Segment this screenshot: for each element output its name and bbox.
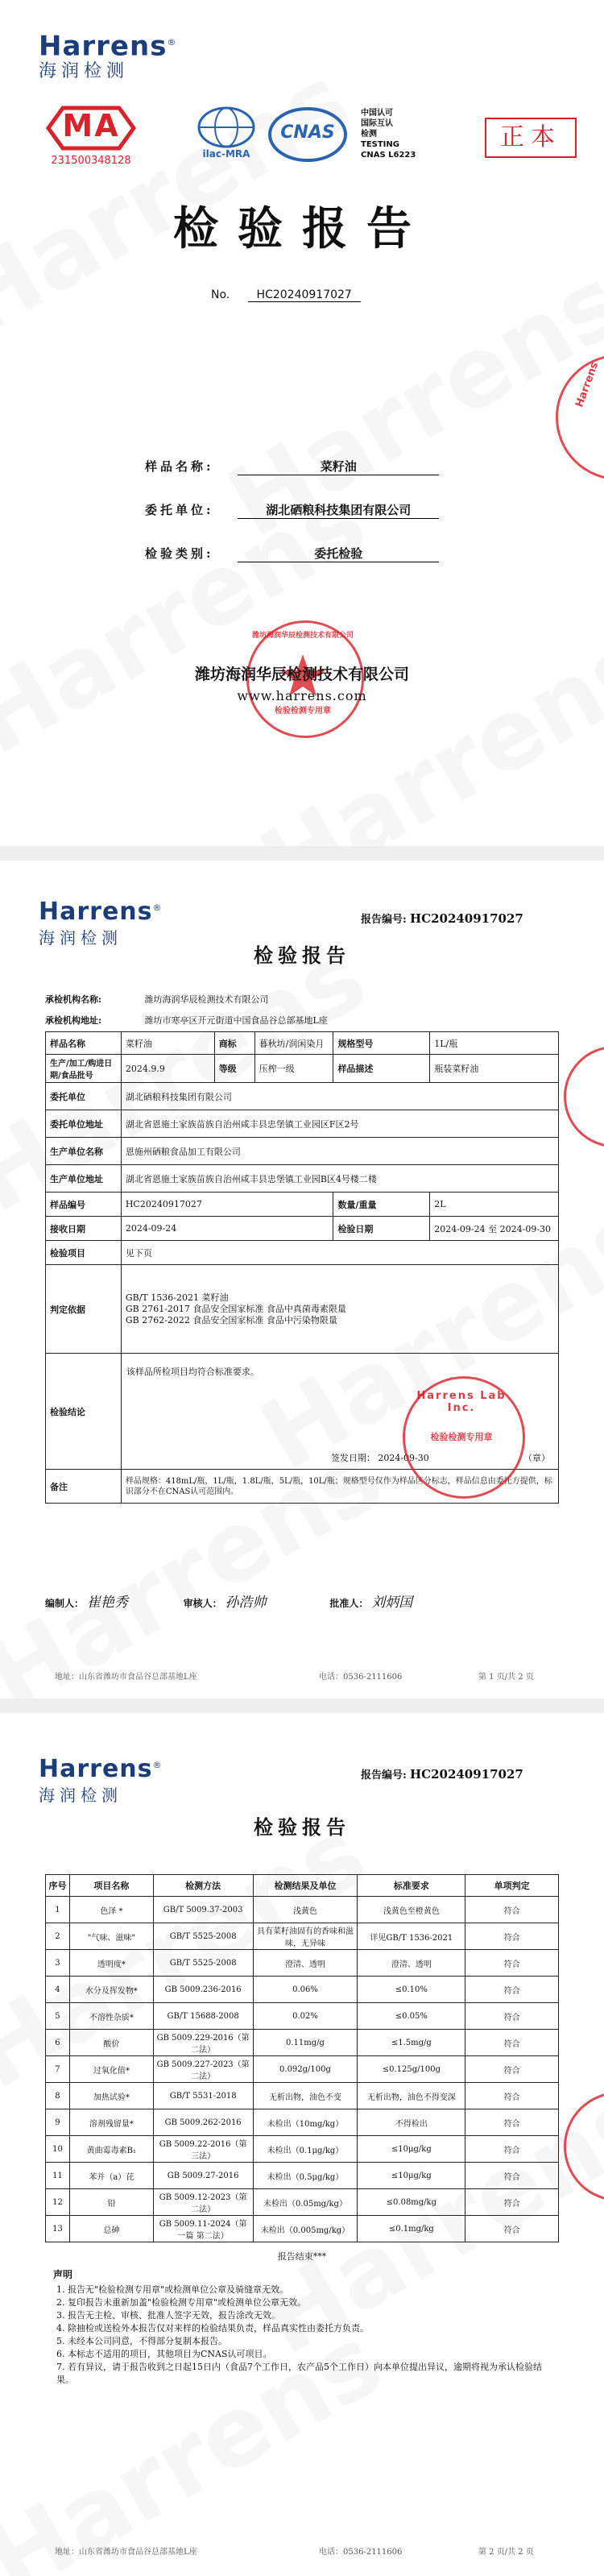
declaration-item: 4. 除抽检或送检外本报告仅对来样的检验结果负责，样品真实性由委托方负责。 (56, 2323, 369, 2333)
test-method: GB 5009.12-2023（第二法） (153, 2189, 253, 2216)
cnas-line: 中国认可 (361, 109, 393, 118)
cma-text: MA (62, 108, 120, 143)
desc: 瓶装菜籽油 (430, 1055, 559, 1083)
seal-center-text: 检验检测专用章 (275, 707, 331, 716)
report-page-1 (0, 861, 604, 1699)
item-name: 色泽 * (69, 1897, 153, 1923)
row-index: 9 (46, 2109, 70, 2136)
row-index: 13 (46, 2216, 70, 2242)
declaration-item: 5. 未经本公司同意，不得部分复制本报告。 (56, 2336, 227, 2346)
trademark-label: 商标 (214, 1032, 254, 1055)
basis-cell (121, 1265, 558, 1354)
cnas-info (361, 108, 416, 160)
basis-item: GB/T 1536-2021 菜籽油 (125, 1292, 229, 1303)
report-no-label: 报告编号: (361, 914, 407, 926)
client: 湖北硒粮科技集团有限公司 (121, 1083, 558, 1110)
test-result: 未检出（10mg/kg） (253, 2109, 358, 2136)
lab-name-row (45, 993, 269, 1006)
test-method: GB/T 5525-2008 (153, 1923, 253, 1950)
prod-date-label: 生产/加工/购进日期/食品批号 (46, 1055, 122, 1083)
qty: 2L (430, 1193, 559, 1217)
verdict: 符合 (465, 2056, 559, 2083)
field-label: 检验类别: (145, 546, 214, 561)
declaration-item: 7. 若有异议，请于报告收到之日起15日内（食品7个工作日，农产品5个工作日）向本单位提出异议，逾期将视为承认检验结果。 (56, 2362, 542, 2385)
cma-logo (39, 103, 143, 168)
page-title: 检验报告 (254, 1815, 350, 1839)
approver-label: 批准人： (329, 1598, 369, 1609)
editor-signature: 崔艳秀 (86, 1595, 128, 1611)
field-value: 菜籽油 (238, 458, 439, 475)
test-result: 浅黄色 (253, 1897, 358, 1923)
footer-page: 第 1 页/共 2 页 (478, 1673, 534, 1682)
row-index: 3 (46, 1950, 70, 1977)
item-name: 水分及挥发物* (69, 1977, 153, 2003)
test-method: GB 5009.227-2023（第二法） (153, 2056, 253, 2083)
test-result: 未检出（0.1μg/kg） (253, 2136, 358, 2163)
table-row (46, 2216, 559, 2242)
test-method: GB 5009.262-2016 (153, 2109, 253, 2136)
report-no-row (211, 288, 361, 302)
recv-date: 2024-09-24 (121, 1217, 333, 1241)
basis-item: GB 2761-2017 食品安全国家标准 食品中真菌毒素限量 (125, 1303, 346, 1314)
test-method: GB/T 5531-2018 (153, 2083, 253, 2109)
lab-addr-label: 承检机构地址: (45, 1015, 102, 1026)
row-index: 12 (46, 2189, 70, 2216)
declaration-list (56, 2284, 556, 2387)
verdict: 符合 (465, 1923, 559, 1950)
item-name: "气味、滋味" (69, 1923, 153, 1950)
cma-number: 231500348128 (51, 155, 131, 167)
cnas-line: 检测 (361, 130, 377, 139)
table-row (46, 2189, 559, 2216)
cnas-line: 国际互认 (361, 119, 393, 128)
issue-date: 2024-09-30 (378, 1453, 429, 1463)
original-mark: 正本 (485, 118, 577, 158)
test-result: 澄清、透明 (253, 1950, 358, 1977)
declaration-item: 3. 报告无主检、审核、批准人签字无效，报告涂改无效。 (56, 2310, 280, 2321)
table-row (46, 1950, 559, 1977)
brand-name-cn: 海润检测 (39, 928, 122, 948)
table-row (46, 1977, 559, 2003)
test-method: GB/T 15688-2008 (153, 2003, 253, 2030)
footer-tel: 电话：0536-2111606 (319, 1673, 403, 1682)
field-label: 样品名称: (145, 459, 214, 474)
report-page-2 (0, 1713, 604, 2576)
report-no: HC20240917027 (409, 911, 523, 926)
results-table (45, 1874, 559, 2242)
test-result: 未检出（0.5μg/kg） (253, 2163, 358, 2189)
test-result: 0.06% (253, 1977, 358, 2003)
row-index: 8 (46, 2083, 70, 2109)
standard-requirement: ≤10μg/kg (358, 2163, 465, 2189)
brand-name: Harrens (39, 898, 153, 926)
row-index: 2 (46, 1923, 70, 1950)
item-name: 酸价 (69, 2030, 153, 2056)
table-row (46, 2163, 559, 2189)
test-result: 0.11mg/g (253, 2030, 358, 2056)
qty-label: 数量/重量 (333, 1193, 430, 1217)
verdict: 符合 (465, 2216, 559, 2242)
signatures (45, 1591, 452, 1611)
conclusion-label: 检验结论 (46, 1354, 122, 1470)
seal-center-text: 检验检测专用章 (430, 1432, 493, 1442)
table-row (46, 2030, 559, 2056)
item-name: 苯并（a）芘 (69, 2163, 153, 2189)
field-value: 委托检验 (238, 545, 439, 562)
desc-label: 样品描述 (333, 1055, 430, 1083)
row-index: 6 (46, 2030, 70, 2056)
reviewer-signature: 孙浩帅 (225, 1595, 267, 1611)
standard-requirement: ≤1.5mg/g (358, 2030, 465, 2056)
issue-label: 签发日期： (330, 1453, 375, 1463)
producer-label: 生产单位名称 (46, 1138, 122, 1165)
cnas-line: CNAS L6223 (361, 151, 416, 160)
conclusion: 该样品所检项目均符合标准要求。 (126, 1367, 259, 1377)
standard-requirement: ≤0.05% (358, 2003, 465, 2030)
brand-logo (39, 1750, 163, 1806)
row-index: 4 (46, 1977, 70, 2003)
verdict: 符合 (465, 2109, 559, 2136)
test-method: GB/T 5009.37-2003 (153, 1897, 253, 1923)
spec-label: 规格型号 (333, 1032, 430, 1055)
item-name: 透明度* (69, 1950, 153, 1977)
reg-mark: ® (167, 37, 177, 48)
brand-name-cn: 海润检测 (39, 1786, 122, 1805)
cover-page (0, 0, 604, 846)
recv-date-label: 接收日期 (46, 1217, 122, 1241)
test-method: GB 5009.11-2024（第一篇 第二法） (153, 2216, 253, 2242)
cover-field-sample (145, 458, 439, 475)
test-method: GB 5009.27-2016 (153, 2163, 253, 2189)
standard-requirement: ≤0.08mg/kg (358, 2189, 465, 2216)
verdict: 符合 (465, 1977, 559, 2003)
col-header: 检测方法 (153, 1875, 253, 1897)
brand-name: Harrens (39, 1755, 153, 1783)
table-row (46, 2056, 559, 2083)
test-date-label: 检验日期 (333, 1217, 430, 1241)
table-row (46, 2136, 559, 2163)
client-label: 委托单位 (46, 1083, 122, 1110)
field-value: 湖北硒粮科技集团有限公司 (238, 501, 439, 519)
approver-signature: 刘炳国 (371, 1595, 413, 1611)
producer-addr-label: 生产单位地址 (46, 1165, 122, 1193)
edge-seal (564, 1046, 604, 1147)
declaration-item: 1. 报告无"检验检测专用章"或检测单位公章及骑缝章无效。 (56, 2284, 289, 2295)
declaration-item: 2. 复印报告未重新加盖"检验检测专用章"或检测单位公章无效。 (56, 2297, 307, 2308)
row-index: 1 (46, 1897, 70, 1923)
verdict: 符合 (465, 1897, 559, 1923)
basis-item: GB 2762-2022 食品安全国家标准 食品中污染物限量 (125, 1314, 337, 1325)
client-addr-label: 委托单位地址 (46, 1110, 122, 1138)
standard-requirement: 澄清、透明 (358, 1950, 465, 1977)
report-no-header (361, 1766, 523, 1782)
website: www.harrens.com (237, 688, 367, 703)
item-name: 总砷 (69, 2216, 153, 2242)
issuing-org: 潍坊海润华辰检测技术有限公司 (194, 666, 409, 683)
standard-requirement: 详见GB/T 1536-2021 (358, 1923, 465, 1950)
table-row (46, 2083, 559, 2109)
table-row (46, 2003, 559, 2030)
seal-ring-text: Harrens Lab Inc. (416, 1390, 507, 1414)
test-result: 0.092g/100g (253, 2056, 358, 2083)
col-header: 标准要求 (358, 1875, 465, 1897)
sample-name-label: 样品名称 (46, 1032, 122, 1055)
cnas-logo (267, 106, 348, 163)
item-name: 加热试验* (69, 2083, 153, 2109)
cnas-line: TESTING (361, 140, 399, 149)
verdict: 符合 (465, 2189, 559, 2216)
row-index: 11 (46, 2163, 70, 2189)
brand-name-cn: 海润检测 (39, 61, 130, 82)
cnas-text: CNAS (280, 122, 335, 143)
seal-ring-text: 潍坊海润华辰检测技术有限公司 (251, 632, 354, 640)
basis-label: 判定依据 (46, 1265, 122, 1354)
standard-requirement: ≤0.1mg/kg (358, 2216, 465, 2242)
item-name: 黄曲霉毒素B₁ (69, 2136, 153, 2163)
footer-address: 地址：山东省潍坊市食品谷总部基地L座 (55, 1673, 197, 1682)
producer-addr: 湖北省恩施土家族苗族自治州咸丰县忠堡镇工业园B区4号楼二楼 (121, 1165, 558, 1193)
brand-name: Harrens (39, 30, 168, 63)
field-label: 委托单位: (145, 503, 214, 517)
cover-field-client (145, 501, 439, 519)
seal-note: （章） (523, 1453, 550, 1463)
item-name: 不溶性杂质* (69, 2003, 153, 2030)
test-method: GB 5009.22-2016（第三法） (153, 2136, 253, 2163)
items-label: 检验项目 (46, 1241, 122, 1265)
footer-tel: 电话：0536-2111606 (319, 2548, 403, 2557)
lab-seal (403, 1376, 525, 1499)
report-no-header (361, 911, 523, 926)
item-name: 过氧化值* (69, 2056, 153, 2083)
standard-requirement: 浅黄色至橙黄色 (358, 1897, 465, 1923)
footer-page: 第 2 页/共 2 页 (478, 2548, 534, 2557)
test-result: 无析出物，油色不变 (253, 2083, 358, 2109)
col-header: 序号 (46, 1875, 70, 1897)
standard-requirement: ≤0.10% (358, 1977, 465, 2003)
reviewer-label: 审核人： (183, 1598, 222, 1609)
items: 见下页 (121, 1241, 558, 1265)
ilac-label: ilac-MRA (202, 148, 250, 160)
standard-requirement: ≤10μg/kg (358, 2136, 465, 2163)
report-no-label: No. (211, 288, 230, 301)
edge-seal-text: Harrens (573, 360, 602, 409)
lab-name: 潍坊海润华辰检测技术有限公司 (144, 994, 269, 1005)
col-header: 项目名称 (69, 1875, 153, 1897)
lab-name-label: 承检机构名称: (45, 994, 102, 1005)
trademark: 暮秋坊/润闲染月 (254, 1032, 333, 1055)
test-method: GB/T 5525-2008 (153, 1950, 253, 1977)
verdict: 符合 (465, 2083, 559, 2109)
verdict: 符合 (465, 2003, 559, 2030)
producer: 恩施州硒粮食品加工有限公司 (121, 1138, 558, 1165)
grade-label: 等级 (214, 1055, 254, 1083)
reg-mark: ® (152, 902, 163, 913)
verdict: 符合 (465, 2136, 559, 2163)
lab-addr: 潍坊市寒亭区开元街道中国食品谷总部基地L座 (144, 1015, 328, 1026)
brand-logo (39, 27, 176, 82)
declaration-item: 6. 本标志不适用的项目，其他项目为CNAS认可项目。 (56, 2349, 272, 2359)
editor-label: 编制人： (45, 1598, 85, 1609)
col-header: 检测结果及单位 (253, 1875, 358, 1897)
item-name: 铅 (69, 2189, 153, 2216)
ilac-logo (190, 106, 263, 163)
standard-requirement: 无析出物，油色不得变深 (358, 2083, 465, 2109)
standard-requirement: ≤0.125g/100g (358, 2056, 465, 2083)
test-result: 未检出（0.05mg/kg） (253, 2189, 358, 2216)
spec: 1L/瓶 (430, 1032, 559, 1055)
col-header: 单项判定 (465, 1875, 559, 1897)
sample-no-label: 样品编号 (46, 1193, 122, 1217)
report-no: HC20240917027 (409, 1767, 523, 1782)
row-index: 5 (46, 2003, 70, 2030)
footer-address: 地址：山东省潍坊市食品谷总部基地L座 (55, 2548, 197, 2557)
test-method: GB 5009.236-2016 (153, 1977, 253, 2003)
verdict: 符合 (465, 2163, 559, 2189)
table-row (46, 1923, 559, 1950)
cover-field-category (145, 545, 439, 562)
item-name: 溶剂残留量* (69, 2109, 153, 2136)
reg-mark: ® (152, 1760, 163, 1770)
verdict: 符合 (465, 2030, 559, 2056)
test-result: 具有菜籽油固有的香味和滋味，无异味 (253, 1923, 358, 1950)
lab-addr-row (45, 1014, 328, 1027)
declaration-title: 声明 (53, 2269, 73, 2280)
report-no-label: 报告编号: (361, 1769, 407, 1782)
standard-requirement: 不得检出 (358, 2109, 465, 2136)
test-date: 2024-09-24 至 2024-09-30 (430, 1217, 559, 1241)
client-addr: 湖北省恩施土家族苗族自治州咸丰县忠堡镇工业园区F区2号 (121, 1110, 558, 1138)
row-index: 7 (46, 2056, 70, 2083)
verdict: 符合 (465, 1950, 559, 1977)
end-note: 报告结束*** (277, 2251, 327, 2262)
prod-date: 2024.9.9 (121, 1055, 214, 1083)
remark: 样品规格：418mL/瓶，1L/瓶，1.8L/瓶，5L/瓶，10L/瓶；规格型号仅作为样品区分标志，样品信息由委托方提供，标识部分不在CNAS认可范围内。 (121, 1470, 558, 1504)
page-title: 检验报告 (254, 944, 350, 967)
remark-label: 备注 (46, 1470, 122, 1504)
row-index: 10 (46, 2136, 70, 2163)
report-no: HC20240917027 (248, 288, 361, 302)
test-result: 未检出（0.005mg/kg） (253, 2216, 358, 2242)
test-result: 0.02% (253, 2003, 358, 2030)
sample-no: HC20240917027 (121, 1193, 333, 1217)
edge-seal (564, 2092, 604, 2201)
cover-title: 检验报告 (173, 202, 431, 255)
table-row (46, 2109, 559, 2136)
sample-name: 菜籽油 (121, 1032, 214, 1055)
test-method: GB 5009.229-2016（第二法） (153, 2030, 253, 2056)
table-row (46, 1897, 559, 1923)
grade: 压榨一级 (254, 1055, 333, 1083)
